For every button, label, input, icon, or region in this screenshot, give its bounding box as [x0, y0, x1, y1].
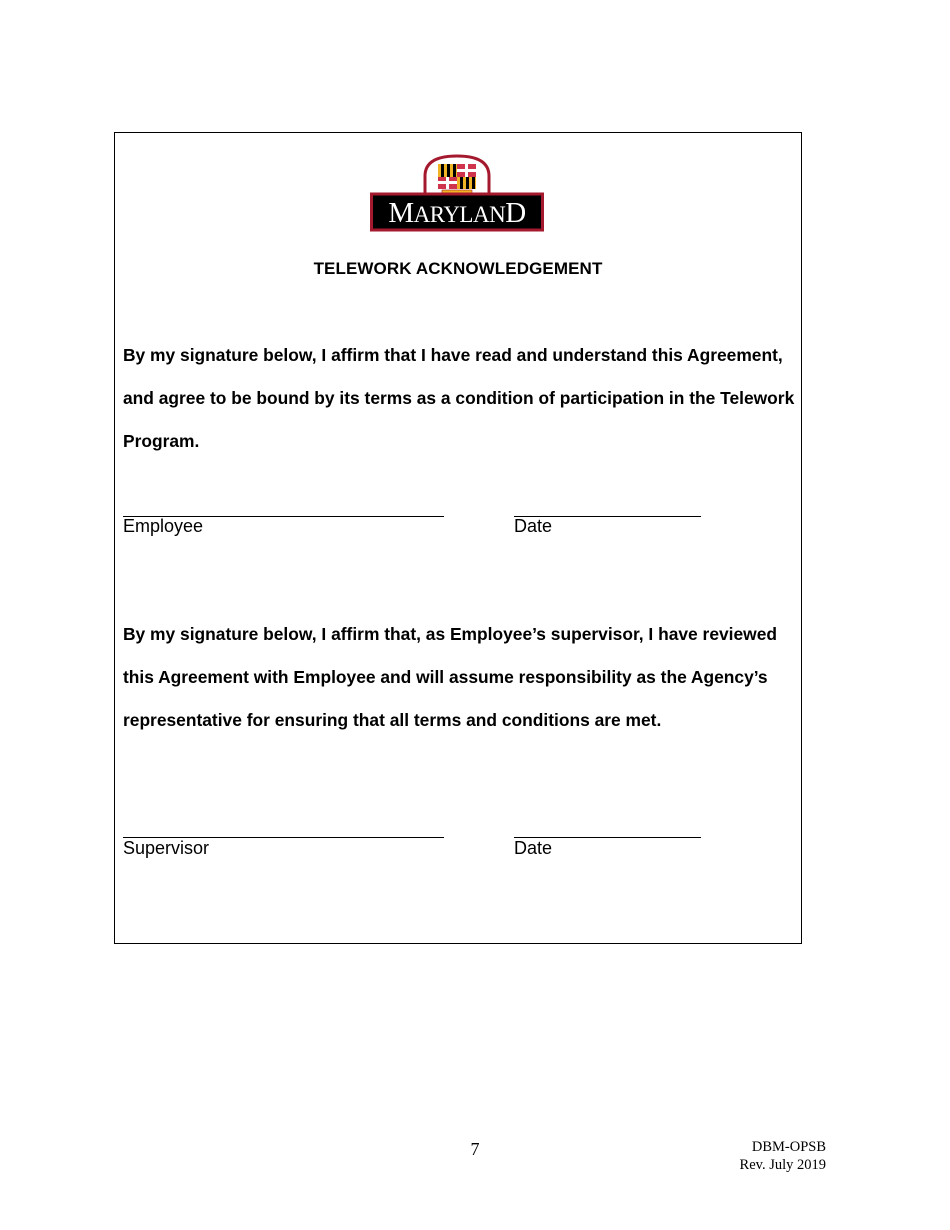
footer-revision-block: [740, 1138, 826, 1174]
supervisor-date-label: Date: [514, 838, 553, 858]
employee-affirmation-statement: By my signature below, I affirm that I have read and understand this Agreement, and agree to be bound by its terms as a condition of participation in the Telework Program.: [123, 345, 795, 451]
footer-revision: Rev. July 2019: [739, 1157, 826, 1173]
employee-signature-label: Employee: [123, 516, 204, 536]
svg-text:MARYLAND: MARYLAND: [388, 197, 526, 229]
form-border: [114, 132, 802, 944]
document-title: TELEWORK ACKNOWLEDGEMENT: [313, 259, 603, 278]
page-number: 7: [470, 1139, 480, 1159]
supervisor-affirmation-statement: By my signature below, I affirm that, as Employee’s supervisor, I have reviewed this Agreement with Employee and will assume responsibility as the Agency’s representative for ensuring that all terms and conditions are met.: [123, 624, 777, 730]
footer-org: DBM-OPSB: [751, 1139, 826, 1155]
maryland-logo: [370, 154, 544, 232]
employee-date-label: Date: [514, 516, 553, 536]
supervisor-signature-label: Supervisor: [123, 838, 210, 858]
